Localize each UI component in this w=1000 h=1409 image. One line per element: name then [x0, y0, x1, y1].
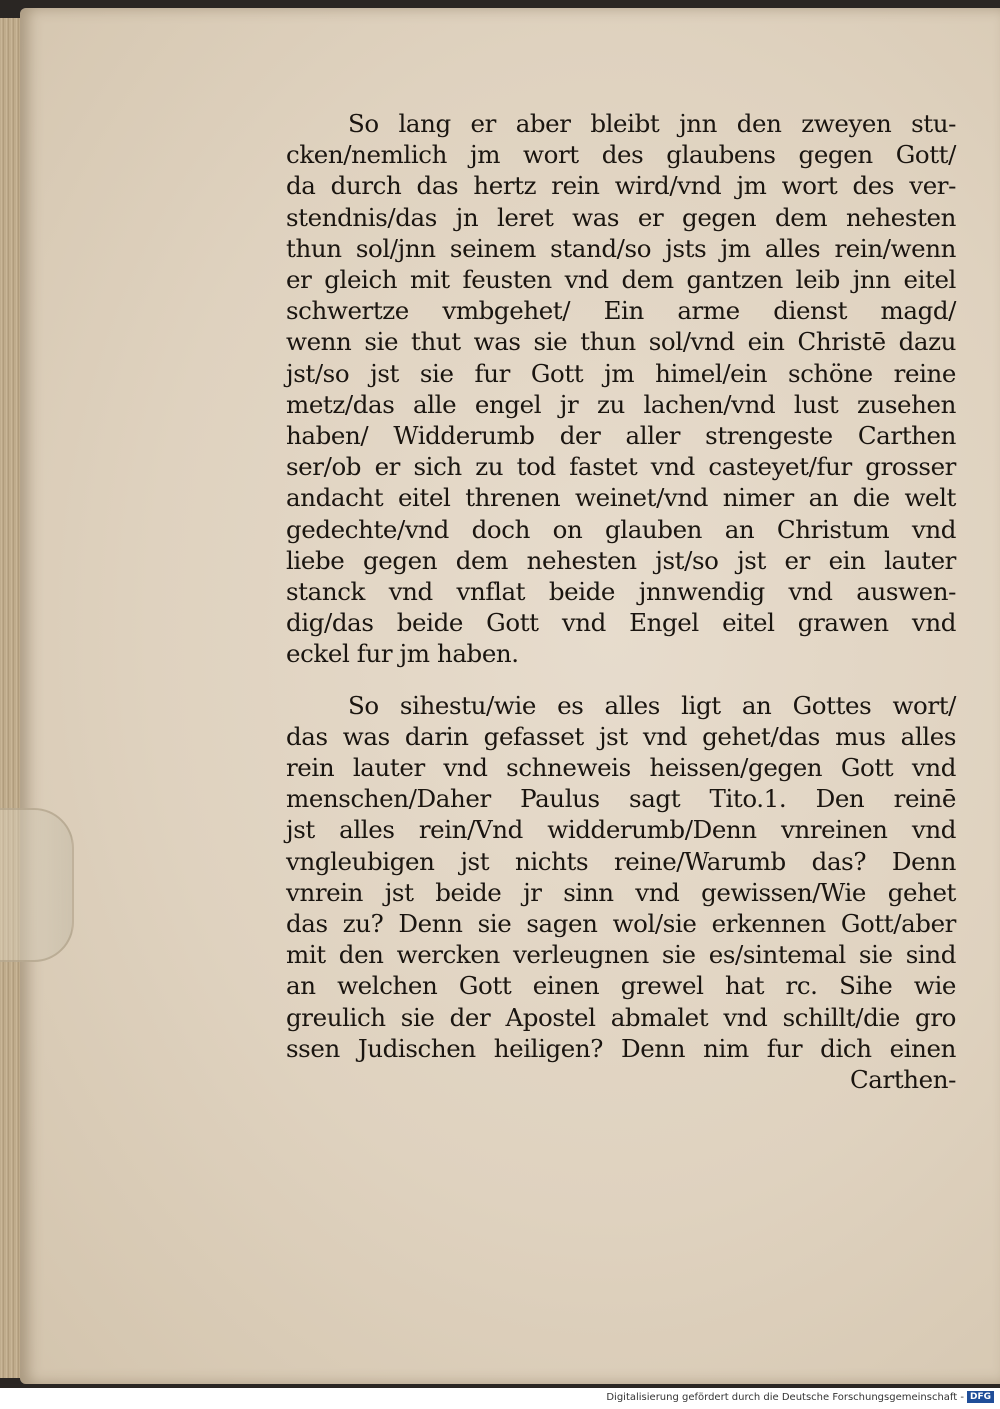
text-line: thun sol/jnn seinem stand/so jsts jm alles rein/wenn [286, 233, 956, 263]
text-line: er gleich mit feusten vnd dem gantzen leib jnn eitel [286, 265, 956, 295]
page-text-block [286, 108, 956, 1095]
text-line: stanck vnd vnflat beide jnnwendig vnd auswen- [286, 577, 956, 607]
text-line: schwertze vmbgehet/ Ein arme dienst magd/ [286, 296, 956, 326]
dfg-logo-icon: DFG [967, 1391, 994, 1403]
paragraph-1 [286, 108, 956, 670]
text-line: rein lauter vnd schneweis heissen/gegen Gott vnd [286, 753, 956, 783]
text-line: haben/ Widderumb der aller strengeste Carthen [286, 421, 956, 451]
credit-text: Digitalisierung gefördert durch die Deutsche Forschungsgemeinschaft - [606, 1391, 964, 1403]
text-line: So lang er aber bleibt jnn den zweyen stu- [348, 109, 956, 138]
text-line: ser/ob er sich zu tod fastet vnd casteyet/fur grosser [286, 452, 956, 482]
text-line: vngleubigen jst nichts reine/Warumb das? Denn [286, 846, 956, 876]
text-line: So sihestu/wie es alles ligt an Gottes wort/ [348, 690, 956, 720]
text-line: jst/so jst sie fur Gott jm himel/ein schöne reine [286, 358, 956, 388]
text-line: greulich sie der Apostel abmalet vnd schillt/die gro [286, 1002, 956, 1032]
text-line: andacht eitel threnen weinet/vnd nimer an die welt [286, 483, 956, 513]
text-line: eckel fur jm haben. [286, 639, 519, 669]
text-line: wenn sie thut was sie thun sol/vnd ein Christē dazu [286, 327, 956, 357]
text-line: an welchen Gott einen grewel hat rc. Sihe wie [286, 971, 956, 1001]
text-line: metz/das alle engel jr zu lachen/vnd lust zusehen [286, 389, 956, 419]
text-line: das zu? Denn sie sagen wol/sie erkennen Gott/aber [286, 909, 956, 939]
text-line: gedechte/vnd doch on glauben an Christum vnd [286, 514, 956, 544]
page-clip [0, 808, 74, 962]
text-line: vnrein jst beide jr sinn vnd gewissen/Wie gehet [286, 877, 956, 907]
text-line: das was darin gefasset jst vnd gehet/das mus alles [286, 721, 956, 751]
text-line: stendnis/das jn leret was er gegen dem nehesten [286, 202, 956, 232]
text-line: jst alles rein/Vnd widderumb/Denn vnreinen vnd [286, 815, 956, 845]
text-line: liebe gegen dem nehesten jst/so jst er ein lauter [286, 545, 956, 575]
paragraph-gap [286, 670, 956, 690]
text-line: dig/das beide Gott vnd Engel eitel grawen vnd [286, 608, 956, 638]
text-line: ssen Judischen heiligen? Denn nim fur dich einen [286, 1033, 956, 1063]
text-line: mit den wercken verleugnen sie es/sintemal sie sind [286, 940, 956, 970]
text-line: da durch das hertz rein wird/vnd jm wort des ver- [286, 171, 956, 201]
text-line: cken/nemlich jm wort des glaubens gegen Gott/ [286, 140, 956, 170]
digitization-credit [606, 1391, 994, 1403]
book-page-edges [0, 18, 22, 1378]
text-line: menschen/Daher Paulus sagt Tito.1. Den reinē [286, 784, 956, 814]
catchword: Carthen- [849, 1065, 956, 1095]
paragraph-2 [286, 690, 956, 1064]
